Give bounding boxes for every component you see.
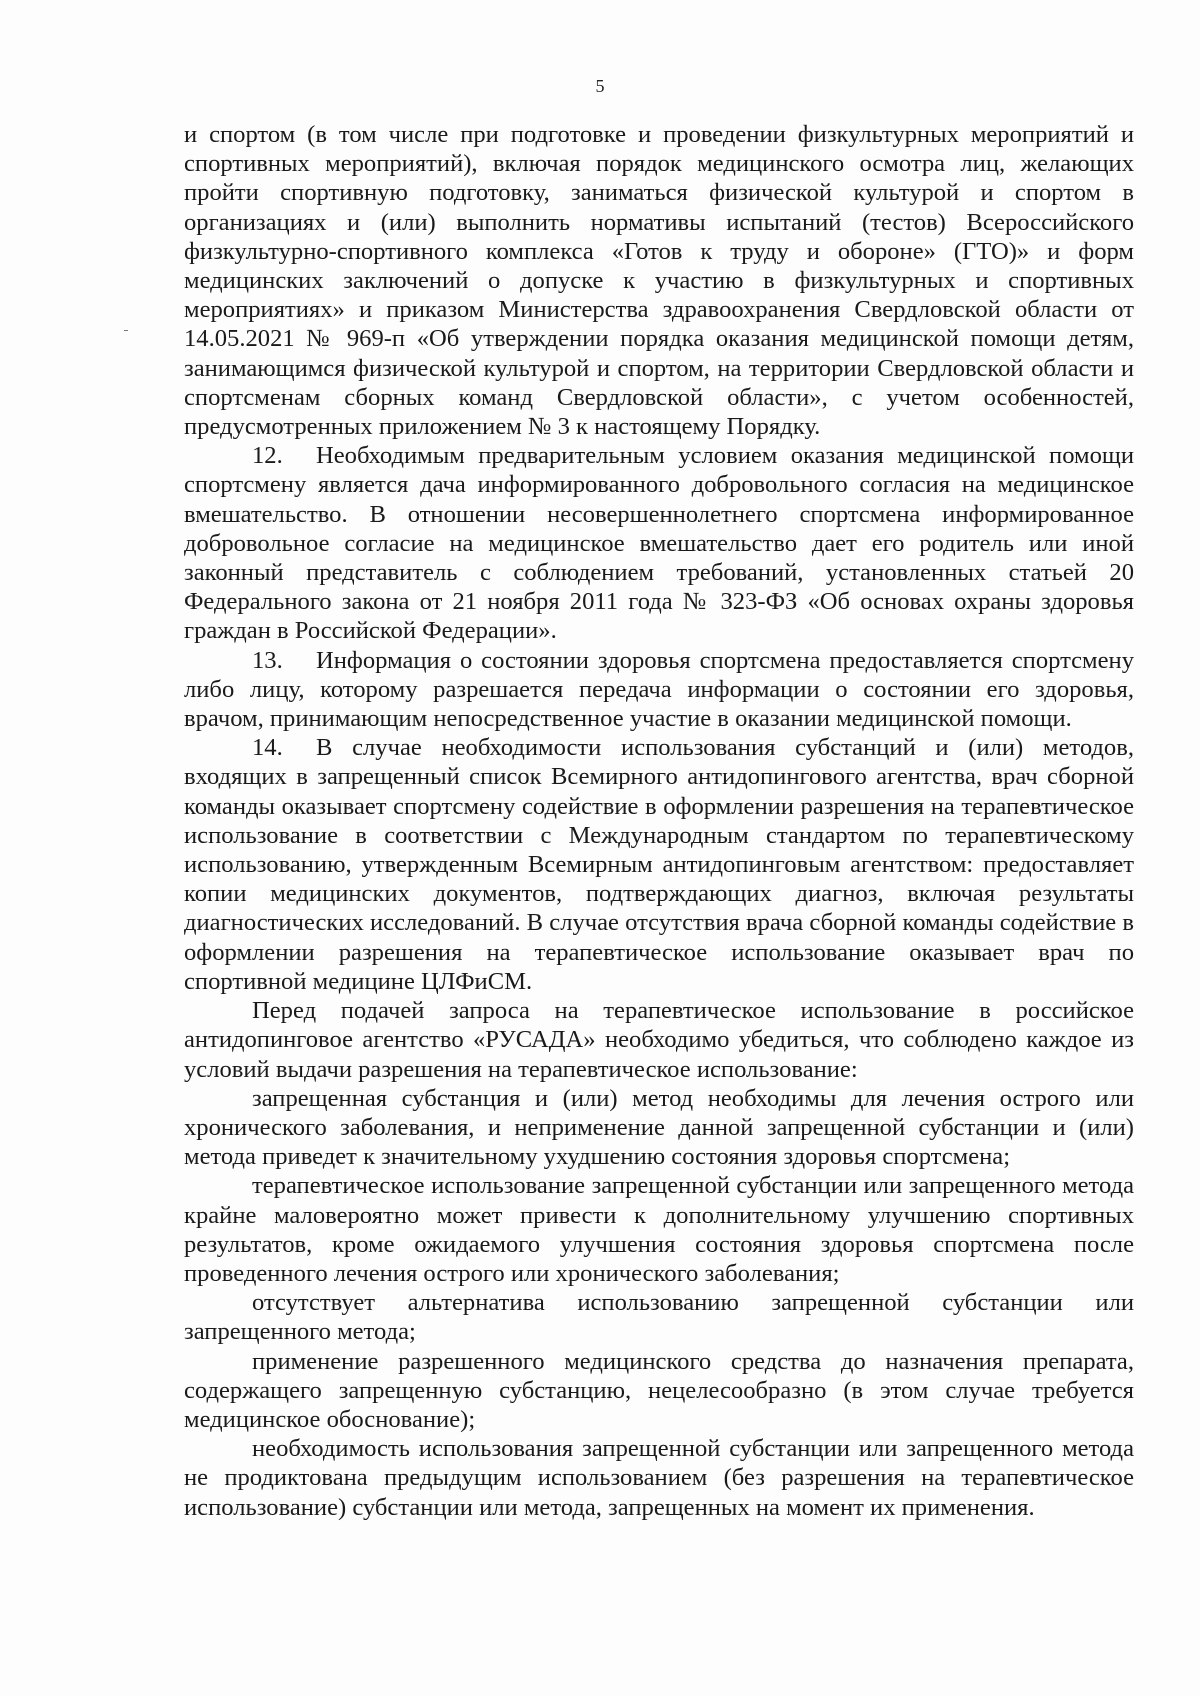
paragraph-13 [184, 646, 1134, 734]
paragraph-12 [184, 441, 1134, 645]
paragraph-number: 12. [252, 442, 283, 470]
paragraph-text: и спортом (в том числе при подготовке и проведении физкультурных мероприятий и спортивных мероприятий), включая порядок медицинского осмотра лиц, желающих пройти спортивную подготовку, заниматься физической культурой и спортом в организациях и (или) выполнить нормативы испытаний (тестов) Всероссийского физкультурно-спортивного комплекса «Готов к труду и обороне» (ГТО)» и форм медицинских заключений о допуске к участию в физкультурных и спортивных мероприятиях» и приказом Министерства здравоохранения Свердловской области от 14.05.2021 № 969-п «Об утверждении порядка оказания медицинской помощи детям, занимающимся физической культурой и спортом, на территории Свердловской области и спортсменам сборных команд Свердловской области», с учетом особенностей, предусмотренных приложением № 3 к настоящему Порядку. [184, 121, 1134, 441]
condition-item [184, 1288, 1134, 1346]
paragraph-rusada-request [184, 996, 1134, 1084]
paragraph-text: необходимость использования запрещенной субстанции или запрещенного метода не продиктована предыдущим использованием (без разрешения на терапевтическое использование) субстанции или метода, запрещенных на момент их применения. [184, 1435, 1134, 1521]
paragraph-text: Перед подачей запроса на терапевтическое использование в российское антидопинговое агентство «РУСАДА» необходимо убедиться, что соблюдено каждое из условий выдачи разрешения на терапевтическое использование: [184, 997, 1134, 1083]
paragraph-text: Информация о состоянии здоровья спортсмена предоставляется спортсмену либо лицу, которому разрешается передача информации о состоянии его здоровья, врачом, принимающим непосредственное участие в оказании медицинской помощи. [184, 646, 1134, 733]
paragraph-number: 13. [252, 646, 283, 674]
page-number: 5 [595, 76, 605, 96]
condition-item [184, 1347, 1134, 1435]
paragraph-text: терапевтическое использование запрещенной субстанции или запрещенного метода крайне маловероятно может привести к дополнительному улучшению спортивных результатов, кроме ожидаемого улучшения состояния здоровья спортсмена после проведенного лечения острого или хронического заболевания; [184, 1172, 1134, 1287]
paragraph-text: В случае необходимости использования субстанций и (или) методов, входящих в запрещенный список Всемирного антидопингового агентства, врач сборной команды оказывает спортсмену содействие в оформлении разрешения на терапевтическое использование в соответствии с Международным стандартом по терапевтическому использованию, утвержденным Всемирным антидопинговым агентством: предоставляет копии медицинских документов, подтверждающих диагноз, включая результаты диагностических исследований. В случае отсутствия врача сборной команды содействие в оформлении разрешения на терапевтическое использование оказывает врач по спортивной медицине ЦЛФиСМ. [184, 734, 1134, 995]
scan-margin-mark [124, 330, 128, 331]
condition-item [184, 1084, 1134, 1172]
paragraph-14 [184, 733, 1134, 996]
condition-item [184, 1434, 1134, 1522]
condition-item [184, 1171, 1134, 1288]
paragraph-text: применение разрешенного медицинского средства до назначения препарата, содержащего запрещенную субстанцию, нецелесообразно (в этом случае требуется медицинское обоснование); [184, 1347, 1134, 1433]
paragraph-number: 14. [252, 734, 283, 762]
paragraph-continuation [184, 120, 1134, 441]
paragraph-text: Необходимым предварительным условием оказания медицинской помощи спортсмену является дача информированного добровольного согласия на медицинское вмешательство. В отношении несовершеннолетнего спортсмена информированное добровольное согласие на медицинское вмешательство дает его родитель или иной законный представитель с соблюдением требований, установленных статьей 20 Федерального закона от 21 ноября 2011 года № 323-ФЗ «Об основах охраны здоровья граждан в Российской Федерации». [184, 442, 1134, 645]
document-body [184, 120, 1134, 1522]
paragraph-text: отсутствует альтернатива использованию запрещенной субстанции или запрещенного метода; [184, 1289, 1134, 1346]
paragraph-text: запрещенная субстанция и (или) метод необходимы для лечения острого или хронического заболевания, и неприменение данной запрещенной субстанции и (или) метода приведет к значительному ухудшению состояния здоровья спортсмена; [184, 1084, 1134, 1171]
